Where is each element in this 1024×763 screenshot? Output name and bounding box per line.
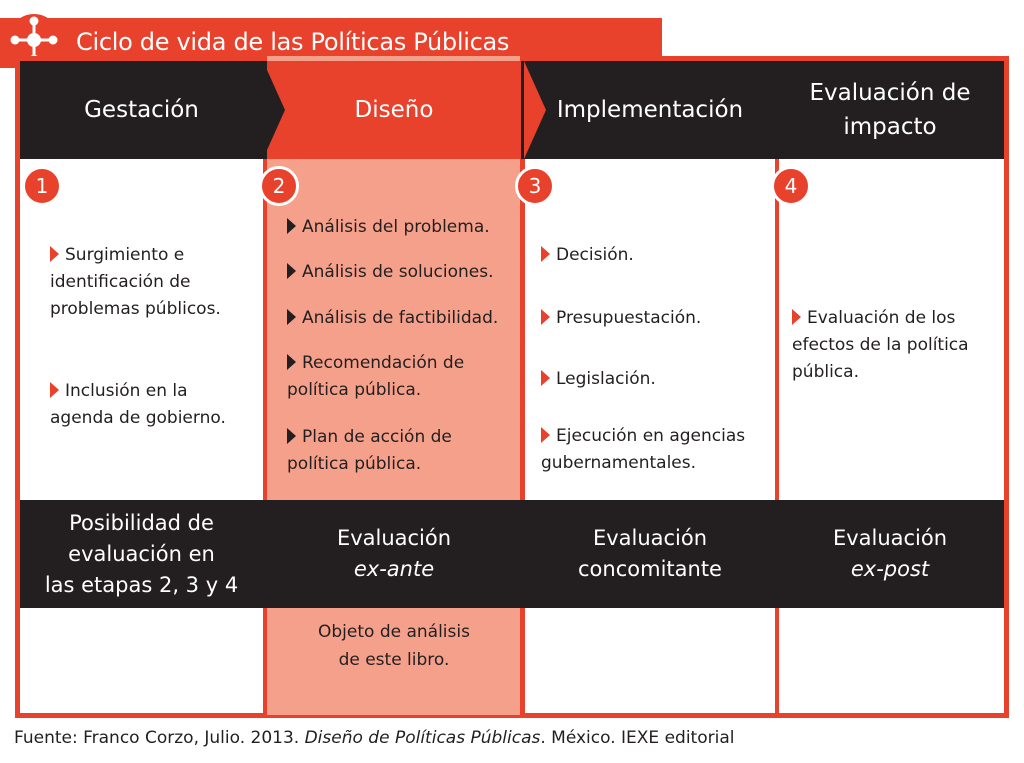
bullet-arrow-icon bbox=[792, 309, 801, 325]
list-item: Legislación. bbox=[541, 366, 656, 393]
stage-number-badge: 4 bbox=[771, 166, 811, 206]
list-item: Evaluación de los efectos de la política pública. bbox=[792, 308, 969, 382]
evaluation-cell-ex-ante: Evaluación ex-ante bbox=[336, 526, 452, 581]
bullet-arrow-icon bbox=[541, 246, 550, 262]
list-item: Plan de acción de política pública. bbox=[287, 427, 452, 474]
list-item: Presupuestación. bbox=[541, 305, 701, 332]
bullet-arrow-icon bbox=[541, 309, 550, 325]
stage-number-badge: 2 bbox=[259, 166, 299, 206]
bullet-arrow-icon bbox=[541, 370, 550, 386]
stage-header-impact-line2: impacto bbox=[843, 114, 937, 140]
stage-header-gestation: Gestación bbox=[84, 97, 199, 123]
list-item: Surgimiento e identificación de problemas públicos. bbox=[50, 245, 221, 319]
bullet-arrow-icon bbox=[50, 382, 59, 398]
evaluation-cell-concomitant: Evaluación concomitante bbox=[578, 526, 722, 581]
stage-header-impact-line1: Evaluación de bbox=[809, 80, 971, 106]
list-item: Inclusión en la agenda de gobierno. bbox=[50, 381, 226, 428]
source-citation: Fuente: Franco Corzo, Julio. 2013. Diseño de Políticas Públicas. México. IEXE editorial bbox=[14, 728, 735, 748]
list-item: Análisis de factibilidad. bbox=[287, 305, 498, 332]
header-chevron bbox=[779, 61, 801, 159]
stage-header-implementation: Implementación bbox=[556, 97, 744, 123]
bullet-arrow-icon bbox=[287, 263, 296, 279]
stage-header-design-label: Diseño bbox=[354, 97, 434, 123]
bullet-arrow-icon bbox=[287, 218, 296, 234]
diagram-title: Ciclo de vida de las Políticas Públicas bbox=[76, 28, 510, 56]
evaluation-cell-gestation: Posibilidad de evaluación en las etapas 2, 3 y 4 bbox=[44, 510, 239, 597]
bullet-arrow-icon bbox=[541, 427, 550, 443]
header-chevron bbox=[524, 61, 546, 159]
bullet-arrow-icon bbox=[287, 428, 296, 444]
list-item: Decisión. bbox=[541, 242, 634, 269]
evaluation-cell-ex-post: Evaluación ex-post bbox=[832, 526, 948, 581]
stage-number-badge: 3 bbox=[515, 166, 555, 206]
stage-header-impact bbox=[780, 61, 1000, 159]
list-item: Recomendación de política pública. bbox=[287, 353, 465, 400]
bullet-arrow-icon bbox=[287, 309, 296, 325]
list-item: Análisis de soluciones. bbox=[287, 259, 493, 286]
design-note: Objeto de análisis de este libro. bbox=[318, 622, 470, 670]
bullet-arrow-icon bbox=[287, 354, 296, 370]
stage-number-badge: 1 bbox=[22, 166, 62, 206]
list-item: Ejecución en agencias gubernamentales. bbox=[541, 426, 746, 473]
list-item: Análisis del problema. bbox=[287, 214, 490, 241]
bullet-arrow-icon bbox=[50, 246, 59, 262]
header-chevron bbox=[263, 61, 285, 159]
